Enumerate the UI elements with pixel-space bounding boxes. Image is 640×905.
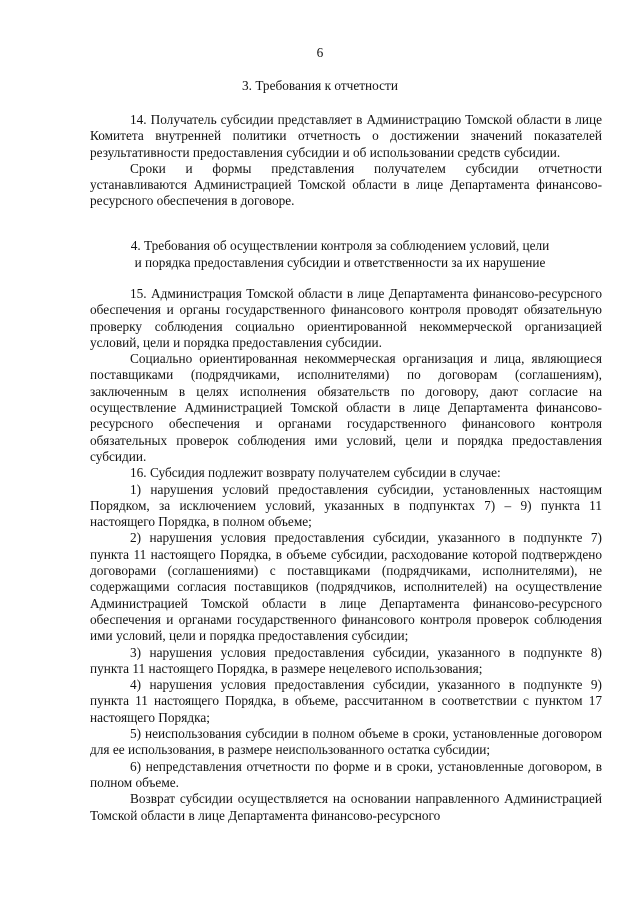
section-4-heading-line-2: и порядка предоставления субсидии и ответственности за их нарушение <box>134 255 546 270</box>
paragraph-14: 14. Получатель субсидии представляет в Администрацию Томской области в лице Комитета внутренней политики отчетность о достижении значений показателей результативности предоставления субсидии и об использовании средств субсидии. <box>90 112 602 160</box>
list-item-2: 2) нарушения условия предоставления субсидии, указанного в подпункте 7) пункта 11 настоящего Порядка, в объеме субсидии, расходование которой подтверждено договорами (соглашениями) с поставщиками (подрядчиками, исполнителями), не содержащими согласия поставщиков (подрядчиков, исполнителей) на осуществление Администрацией Томской области в лице Департамента финансово-ресурсного обеспечения и органами государственного финансового контроля проверок соблюдения ими условий, цели и порядка предоставления субсидии; <box>90 530 602 644</box>
paragraph-consent: Социально ориентированная некоммерческая организация и лица, являющиеся поставщиками (подрядчиками, исполнителями) по договорам (соглашениям), заключенным в целях исполнения обязательств по договору, дают согласие на осуществление Администрацией Томской области в лице Департамента финансово-ресурсного обеспечения и органами государственного финансового контроля обязательных проверок соблюдения ими условий, цели и порядка предоставления субсидии. <box>90 351 602 464</box>
list-item-5: 5) неиспользования субсидии в полном объеме в сроки, установленные договором для ее использования, в размере неиспользованного остатка субсидии; <box>90 726 602 758</box>
section-3-body <box>90 112 602 210</box>
list-item-4: 4) нарушения условия предоставления субсидии, указанного в подпункте 9) пункта 11 настоящего Порядка, в объеме, рассчитанном в соответствии с пунктом 17 настоящего Порядка; <box>90 677 602 725</box>
paragraph-16: 16. Субсидия подлежит возврату получателем субсидии в случае: <box>130 465 501 481</box>
paragraph-return-basis: Возврат субсидии осуществляется на основании направленного Администрацией Томской области в лице Департамента финансово-ресурсного <box>90 791 602 823</box>
list-item-3: 3) нарушения условия предоставления субсидии, указанного в подпункте 8) пункта 11 настоящего Порядка, в размере нецелевого использования; <box>90 644 602 676</box>
list-item-6: 6) непредставления отчетности по форме и в сроки, установленные договором, в полном объеме. <box>90 758 602 790</box>
paragraph-reporting-terms: Сроки и формы представления получателем субсидии отчетности устанавливаются Администрацией Томской области в лице Департамента финансово-ресурсного обеспечения в договоре. <box>90 160 602 209</box>
section-3-heading: 3. Требования к отчетности <box>242 78 398 93</box>
section-4-heading <box>60 237 620 271</box>
paragraph-15: 15. Администрация Томской области в лице Департамента финансово-ресурсного обеспечения и органы государственного финансового контроля проводят обязательную проверку соблюдения социально ориентированной некоммерческой организацией условий, цели и порядка предоставления субсидии. <box>90 286 602 350</box>
section-4-heading-line-1: 4. Требования об осуществлении контроля за соблюдением условий, цели <box>130 238 550 253</box>
list-item-1: 1) нарушения условий предоставления субсидии, установленных настоящим Порядком, за исключением условий, указанных в подпунктах 7) – 9) пункта 11 настоящего Порядка, в полном объеме; <box>90 481 602 530</box>
page-number: 6 <box>316 45 324 60</box>
section-4-body <box>90 286 602 824</box>
